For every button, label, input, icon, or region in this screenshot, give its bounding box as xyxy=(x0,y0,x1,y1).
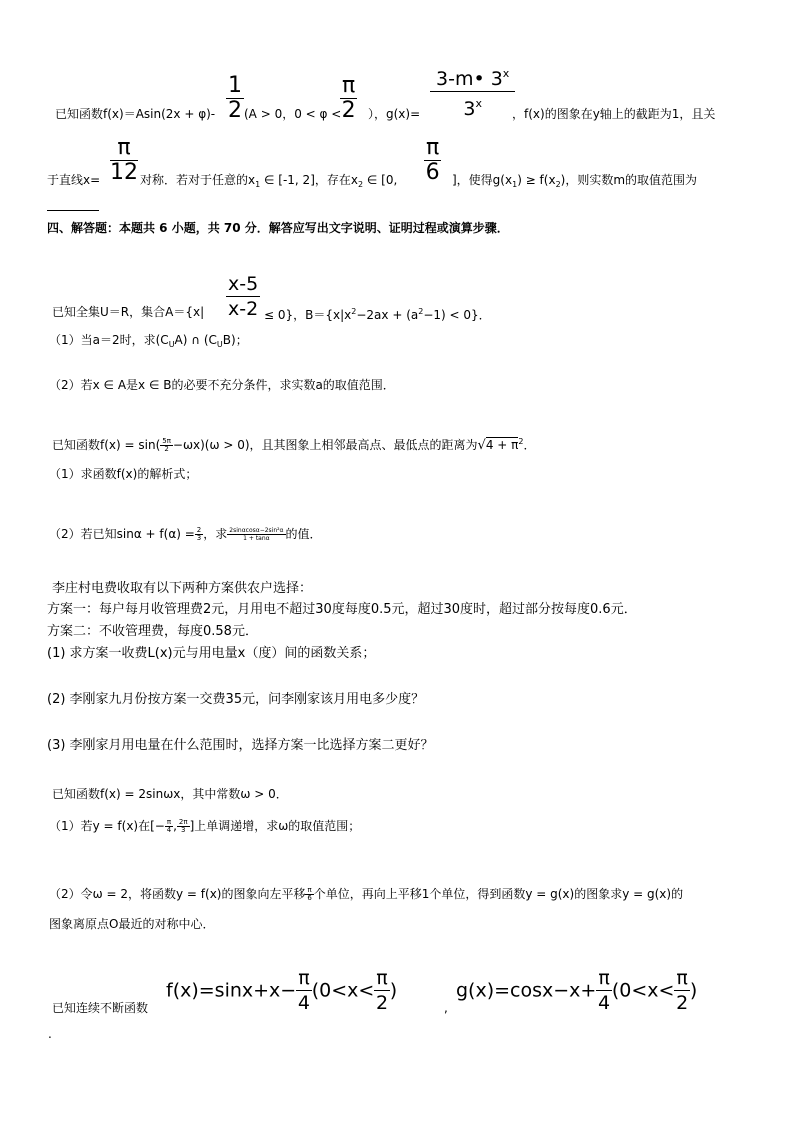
subscript: U xyxy=(168,340,175,349)
subscript: 2 xyxy=(357,180,364,189)
p4-q2 xyxy=(47,691,424,709)
text: ) ≥ f(x xyxy=(517,173,556,187)
p6-formula xyxy=(166,966,397,1015)
p1-frac-pi-6 xyxy=(424,136,441,185)
text: 已知函数f(x) = 2sinωx，其中常数ω > 0． xyxy=(52,787,288,801)
p1-line1 xyxy=(55,106,215,122)
p6-comma xyxy=(444,1000,448,1016)
frac-num-sup: x xyxy=(502,67,510,80)
subscript: 1 xyxy=(255,180,261,189)
p4-q3 xyxy=(47,737,434,755)
p1-frac-pi-2 xyxy=(340,74,357,123)
p1-frac-g xyxy=(430,62,515,121)
frac-den: 4 xyxy=(166,826,172,834)
sqrt-content: 4 + π xyxy=(485,438,519,452)
text: 方案一：每户每月收管理费2元，月用电不超过30度每度0.5元，超过30度时，超过部分按每度0.6元． xyxy=(47,602,637,617)
text: . xyxy=(48,1027,52,1041)
frac-den: 1 + tanα xyxy=(243,535,270,542)
frac-den-sup: x xyxy=(475,97,482,110)
frac-num: π xyxy=(342,73,356,98)
text: ，f(x)的图象在y轴上的截距为1，且关 xyxy=(512,107,716,121)
p1-line1-b xyxy=(244,106,341,122)
text: ． xyxy=(523,438,536,452)
answer-blank[interactable] xyxy=(47,196,99,215)
text: (A > 0，0 < φ < xyxy=(244,107,342,121)
p2-q1 xyxy=(49,332,248,353)
frac-den: 6 xyxy=(425,160,440,185)
text: （2）令ω = 2，将函数y = f(x)的图象向左平移 xyxy=(49,887,306,901)
text: B)； xyxy=(222,333,248,347)
text: （1）若y = f(x)在[− xyxy=(49,819,165,833)
p5-q2-cont xyxy=(49,916,214,932)
p1-line2-e xyxy=(452,172,697,193)
p1-line1-c xyxy=(368,106,420,122)
p6-lead xyxy=(52,1000,148,1016)
p4-plan1 xyxy=(47,601,637,619)
p3-q2 xyxy=(49,526,322,542)
text: , xyxy=(173,819,177,833)
p2-line-a xyxy=(52,304,204,320)
frac-den: 2 xyxy=(375,992,389,1014)
subscript: 1 xyxy=(512,180,518,189)
text: 图象离原点O最近的对称中心． xyxy=(49,917,215,931)
frac-den: x-2 xyxy=(228,298,259,320)
frac-den: 3 xyxy=(463,98,476,120)
superscript: 2 xyxy=(351,307,357,316)
frac-num: π xyxy=(110,136,138,161)
p5-intro xyxy=(52,786,288,802)
p4-q1 xyxy=(47,645,375,663)
p3-line: 已知函数f(x) = sin( $\frac{5\pi}{2}$ −ωx)(ω > 0)，且其图象上相邻最高点、最低点的距离为$√4 + \pi^2$． xyxy=(52,437,536,453)
p2-q2 xyxy=(49,377,395,393)
frac-den: 2 xyxy=(164,445,169,453)
frac-num: 5π xyxy=(162,437,171,445)
frac-num: 2sinαcosα−2sin²α xyxy=(229,527,284,534)
frac-num: x-5 xyxy=(228,273,259,295)
p4-plan2 xyxy=(47,623,258,641)
frac-den: 2 xyxy=(228,98,242,123)
subscript: U xyxy=(216,340,223,349)
frac-num: π xyxy=(676,967,688,989)
text: （1）求函数f(x)的解析式； xyxy=(49,467,198,481)
text: （2）若x ∈ A是x ∈ B的必要不充分条件，求实数a的取值范围． xyxy=(49,378,395,392)
frac-num: π xyxy=(426,135,440,160)
frac-den: 4 xyxy=(297,992,310,1014)
text: 于直线x= xyxy=(47,173,101,187)
text: −ωx)(ω > 0)，且其图象上相邻最高点、最低点的距离为 xyxy=(172,438,478,452)
frac-den: 2 xyxy=(676,992,689,1014)
text: (0<x< xyxy=(611,979,675,1002)
text: 方案二：不收管理费，每度0.58元． xyxy=(47,624,258,639)
text: 已知连续不断函数 xyxy=(52,1001,149,1015)
subscript: 2 xyxy=(555,180,561,189)
p6-formula-g xyxy=(456,966,697,1015)
frac-den: 6 xyxy=(307,894,312,902)
text: ]上单调递增，求ω的取值范围； xyxy=(189,819,361,833)
text: −2ax + (a xyxy=(356,308,419,322)
text: 的值． xyxy=(285,527,322,541)
frac-num: 2π xyxy=(178,818,188,826)
p5-q1 xyxy=(49,818,360,834)
frac-den: 3 xyxy=(181,826,186,834)
frac-num: 3-m• 3 xyxy=(436,68,503,90)
text: )，则实数m的取值范围为 xyxy=(560,173,698,187)
text: (2) 李刚家九月份按方案一交费35元，问李刚家该月用电多少度？ xyxy=(47,692,425,707)
text: 对称．若对于任意的x xyxy=(140,173,256,187)
p1-line2-a xyxy=(47,172,100,188)
p1-frac-pi-12 xyxy=(110,136,138,185)
text: ) xyxy=(689,979,698,1002)
text: 已知函数f(x) = sin( xyxy=(52,438,161,452)
frac-num: π xyxy=(598,967,610,989)
section-heading xyxy=(47,220,509,236)
p4-intro xyxy=(52,580,312,598)
text: ，求 xyxy=(203,527,228,541)
text: （1）当a＝2时，求(C xyxy=(49,333,169,347)
frac-num: π xyxy=(376,967,388,989)
text: , xyxy=(444,1001,448,1015)
text: 个单位，再向上平移1个单位，得到函数y = g(x)的图象求y = g(x)的 xyxy=(313,887,684,901)
p6-tail xyxy=(48,1026,52,1042)
text: （2）若已知sinα + f(α) = xyxy=(49,527,195,541)
text: ≤ 0}，B＝{x|x xyxy=(264,308,352,322)
p2-frac xyxy=(226,272,260,321)
text: 李庄村电费收取有以下两种方案供农户选择： xyxy=(52,581,313,596)
p2-line-b xyxy=(264,304,491,323)
text: 四、解答题：本题共 6 小题，共 70 分．解答应写出文字说明、证明过程或演算步骤． xyxy=(47,221,509,235)
p1-line1-d xyxy=(512,106,715,122)
text: ∈ [-1, 2]，存在x xyxy=(260,173,358,187)
text: (1) 求方案一收费L(x)元与用电量x（度）间的函数关系； xyxy=(47,646,376,661)
text: (3) 李刚家月用电量在什么范围时，选择方案一比选择方案二更好？ xyxy=(47,738,434,753)
frac-num: π xyxy=(166,818,172,826)
text: 已知全集U＝R，集合A＝{x| xyxy=(52,305,205,319)
frac-num: 1 xyxy=(228,73,242,98)
text: −1) < 0}． xyxy=(423,308,491,322)
text: ) xyxy=(389,979,398,1002)
frac-num: 2 xyxy=(196,526,202,534)
frac-den: 3 xyxy=(196,534,202,542)
p3-q1 xyxy=(49,466,197,482)
p1-line2-b xyxy=(140,172,397,193)
frac-num: π xyxy=(298,967,310,989)
p1-frac-half xyxy=(226,74,244,123)
text: ），g(x)= xyxy=(368,107,421,121)
text: (0<x< xyxy=(311,979,375,1002)
text: g(x)=cosx−x+ xyxy=(456,979,597,1002)
text: 已知函数f(x)＝Asin(2x + φ)- xyxy=(55,107,216,121)
frac-den: 12 xyxy=(110,160,138,185)
superscript: 2 xyxy=(418,307,424,316)
frac-num: π xyxy=(307,886,312,894)
frac-den: 2 xyxy=(341,98,356,123)
text: A) ∩ (C xyxy=(174,333,217,347)
text: ∈ [0, xyxy=(363,173,398,187)
text: ]，使得g(x xyxy=(452,173,513,187)
text: f(x)=sinx+x− xyxy=(166,979,297,1002)
frac-den: 4 xyxy=(598,992,611,1014)
p5-q2 xyxy=(49,886,683,902)
